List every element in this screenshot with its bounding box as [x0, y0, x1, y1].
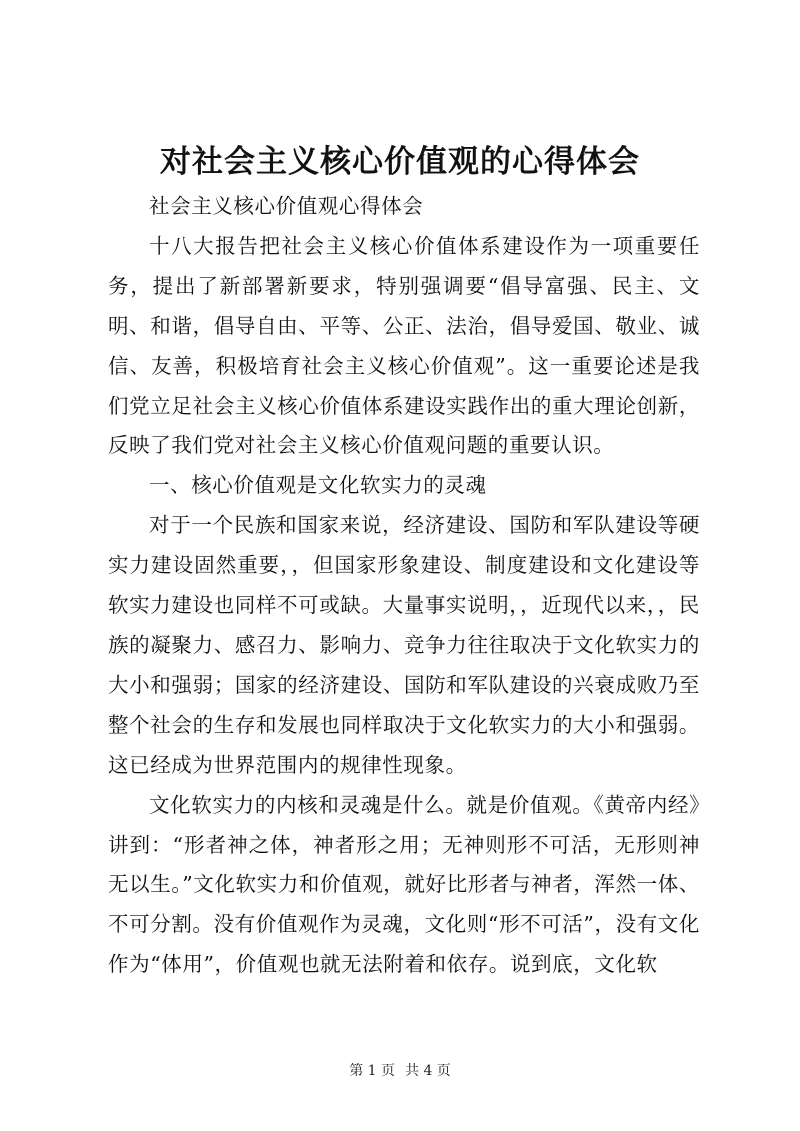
page-number: 第 1 页	[349, 1063, 395, 1079]
page-total: 共 4 页	[405, 1063, 451, 1079]
document-title: 对社会主义核心价值观的心得体会	[160, 144, 640, 180]
document-body	[108, 187, 700, 985]
subtitle-paragraph: 社会主义核心价值观心得体会	[149, 194, 424, 218]
body-paragraph: 文化软实力的内核和灵魂是什么。就是价值观。《黄帝内经》讲到：“形者神之体，神者形之用；无神则形不可活，无形则神无以生。”文化软实力和价值观，就好比形者与神者，浑然一体、不可分割。没有价值观作为灵魂，文化则“形不可活”，没有文化作为“体用”，价值观也就无法附着和依存。说到底，文化软	[108, 792, 700, 977]
body-paragraph: 对于一个民族和国家来说，经济建设、国防和军队建设等硬实力建设固然重要，，但国家形象建设、制度建设和文化建设等软实力建设也同样不可或缺。大量事实说明，，近现代以来，，民族的凝聚力、感召力、影响力、竞争力往往取决于文化软实力的大小和强弱；国家的经济建设、国防和军队建设的兴衰成败乃至整个社会的生存和发展也同样取决于文化软实力的大小和强弱。这已经成为世界范围内的规律性现象。	[108, 513, 700, 777]
page-footer	[0, 1061, 800, 1081]
section-heading: 一、核心价值观是文化软实力的灵魂	[149, 473, 487, 498]
intro-paragraph: 十八大报告把社会主义核心价值体系建设作为一项重要任务，提出了新部署新要求，特别强调要“倡导富强、民主、文明、和谐，倡导自由、平等、公正、法治，倡导爱国、敬业、诚信、友善，积极培育社会主义核心价值观”。这一重要论述是我们党立足社会主义核心价值体系建设实践作出的重大理论创新，反映了我们党对社会主义核心价值观问题的重要认识。	[108, 233, 700, 458]
